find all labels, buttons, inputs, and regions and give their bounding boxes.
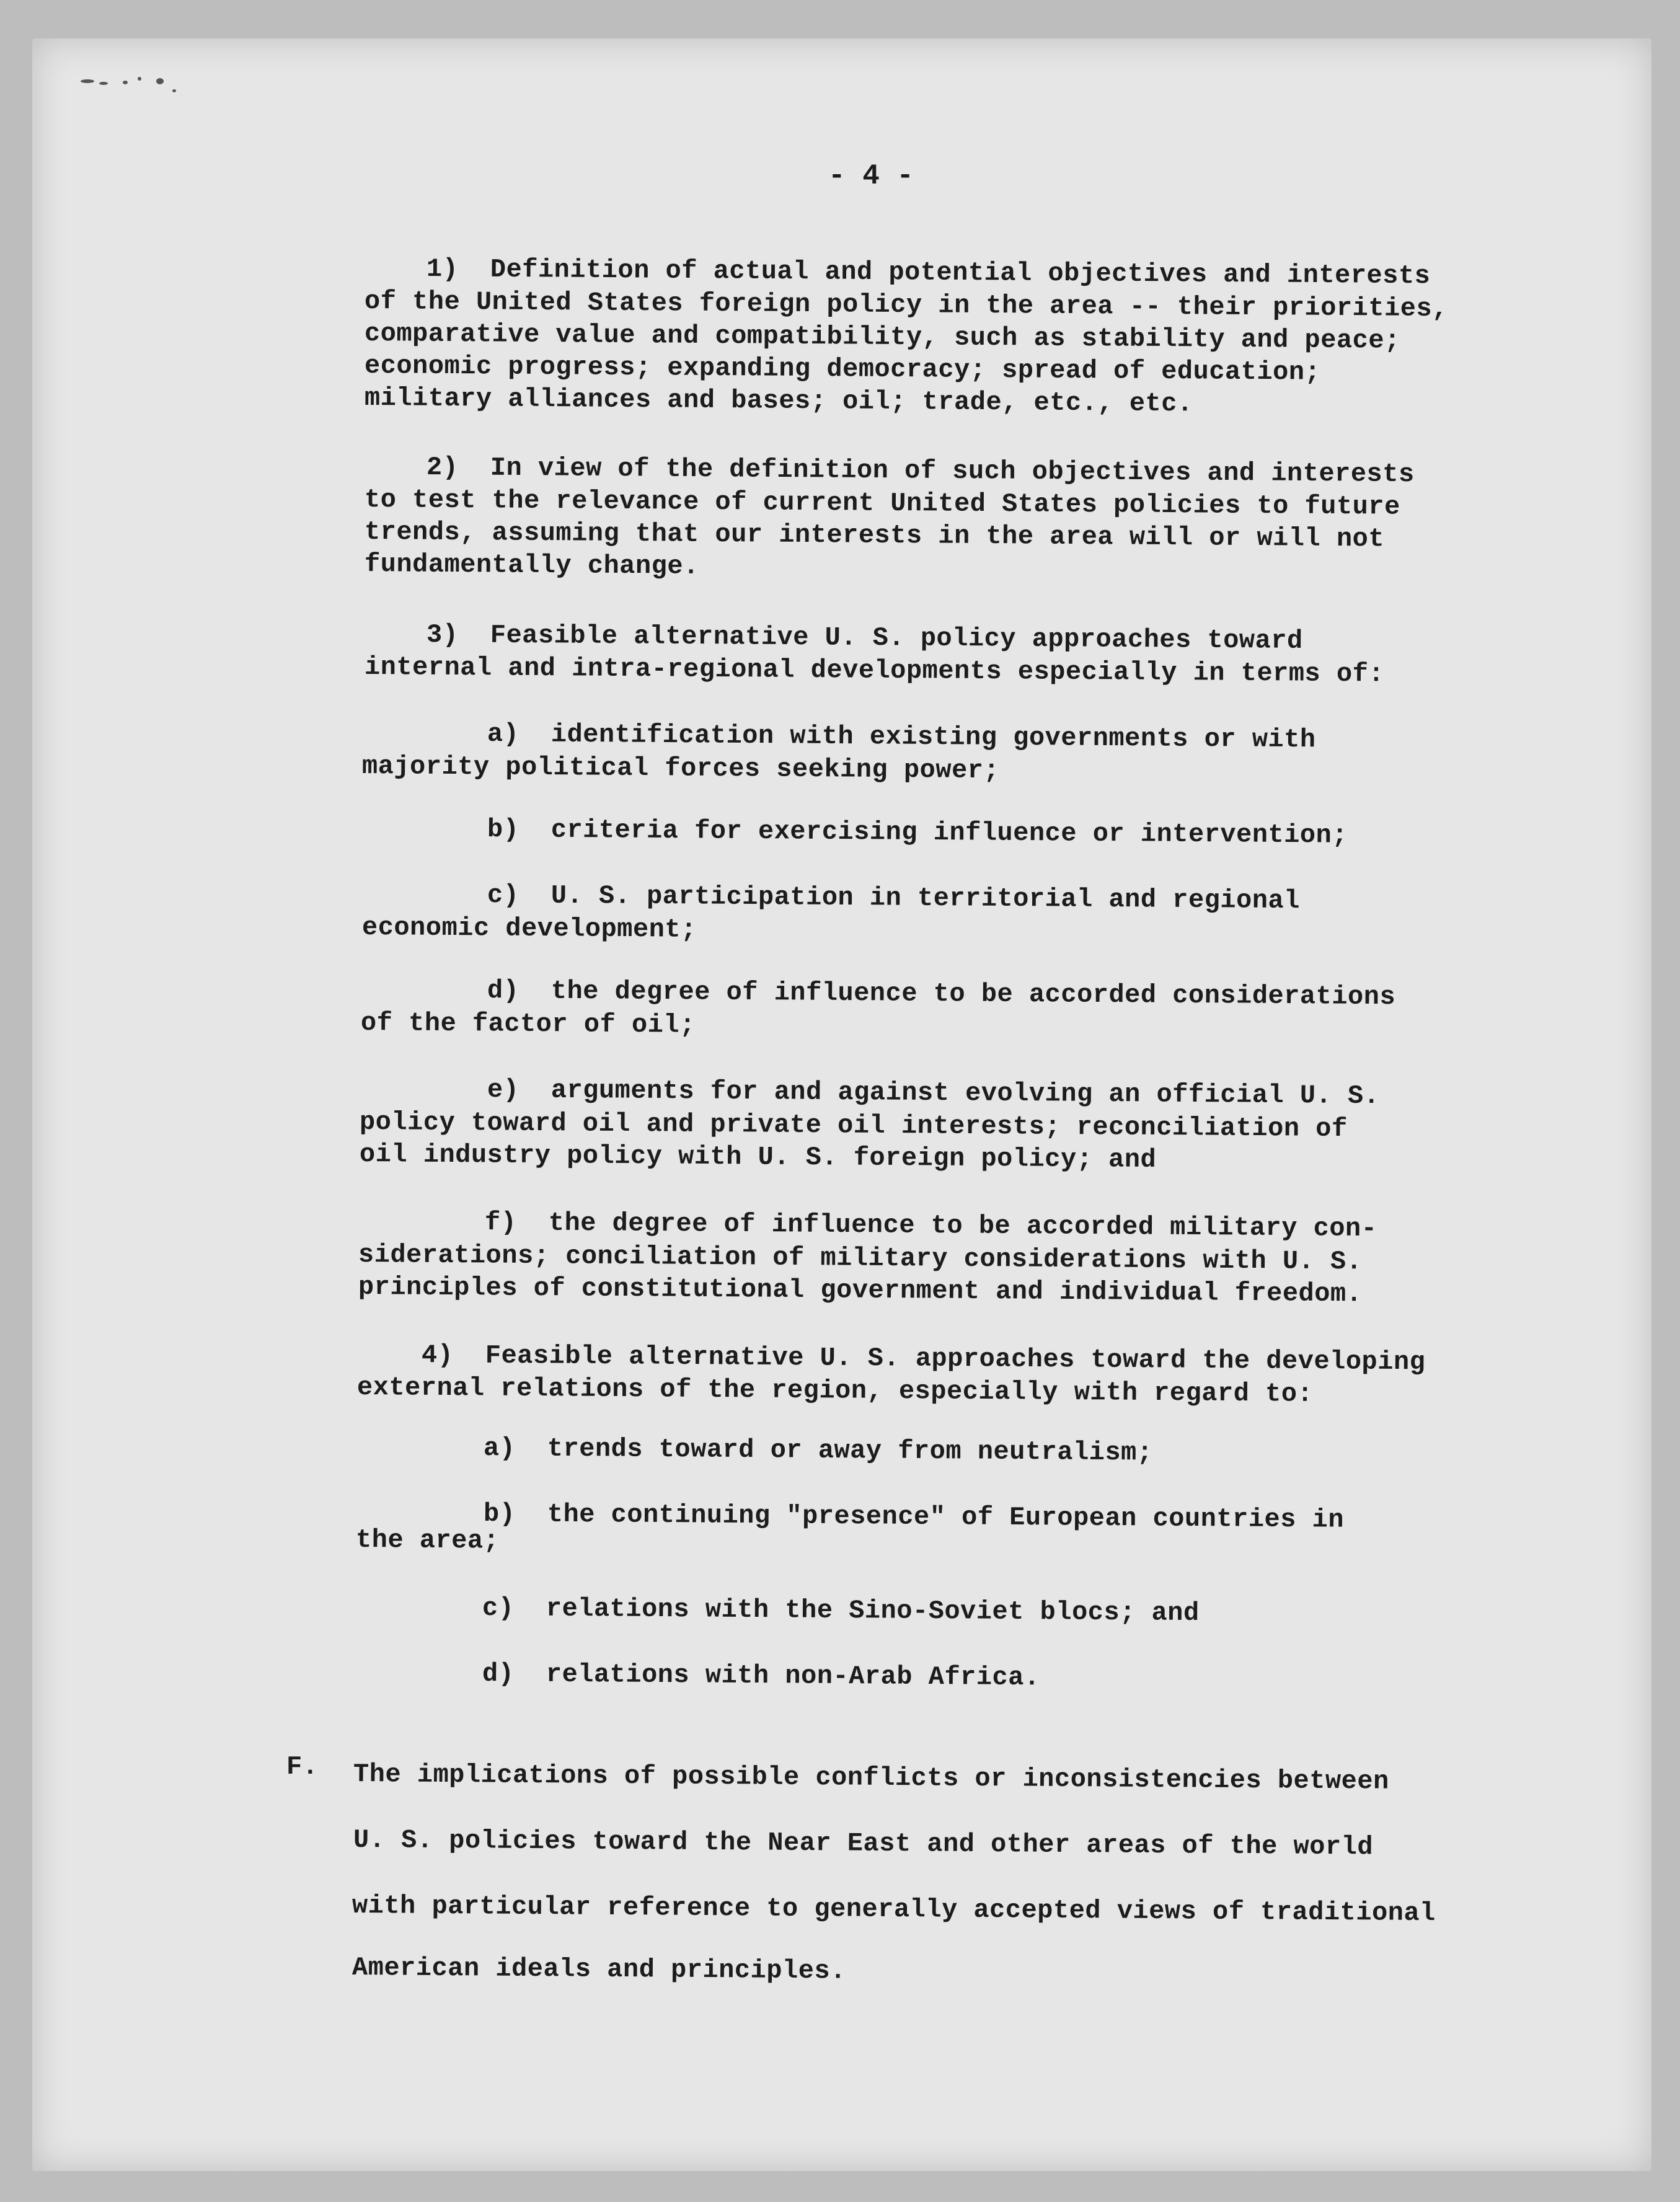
section-f-line-3: with particular reference to generally accepted views of traditional bbox=[351, 1891, 1436, 1929]
item-3-line-1: 3) Feasible alternative U. S. policy approaches toward bbox=[426, 620, 1303, 656]
item-1-line-4: economic progress; expanding democracy; spread of education; bbox=[364, 351, 1321, 387]
item-3f-line-2: siderations; conciliation of military considerations with U. S. bbox=[358, 1240, 1363, 1277]
paper-specks-decoration bbox=[81, 74, 192, 112]
item-4-line-2: external relations of the region, especially with regard to: bbox=[356, 1373, 1314, 1409]
item-2-line-3: trends, assuming that our interests in the area will or will not bbox=[364, 517, 1385, 554]
item-3d-line-2: of the factor of oil; bbox=[360, 1008, 696, 1040]
section-f-line-4: American ideals and principles. bbox=[351, 1953, 846, 1986]
item-3f-line-3: principles of constitutional government and individual freedom. bbox=[358, 1272, 1363, 1309]
item-3a-line-2: majority political forces seeking power; bbox=[361, 751, 1000, 786]
section-f-label: F. bbox=[286, 1752, 319, 1782]
item-3a-line-1: a) identification with existing governments or with bbox=[487, 719, 1316, 755]
item-3e-line-2: policy toward oil and private oil interests; reconciliation of bbox=[359, 1107, 1348, 1144]
section-f-line-1: The implications of possible conflicts or inconsistencies between bbox=[353, 1759, 1389, 1797]
item-2-line-2: to test the relevance of current United States policies to future bbox=[364, 485, 1400, 522]
page-number: - 4 - bbox=[828, 160, 914, 192]
item-4b-line-2: the area; bbox=[355, 1525, 500, 1556]
item-4-line-1: 4) Feasible alternative U. S. approaches toward the developing bbox=[421, 1340, 1426, 1377]
section-f-line-2: U. S. policies toward the Near East and other areas of the world bbox=[353, 1825, 1374, 1862]
item-1-line-3: comparative value and compatibility, such as stability and peace; bbox=[364, 319, 1400, 356]
item-3d-line-1: d) the degree of influence to be accorded considerations bbox=[487, 976, 1396, 1012]
item-2-line-4: fundamentally change. bbox=[364, 549, 699, 581]
item-4a-line-1: a) trends toward or away from neutralism; bbox=[483, 1433, 1153, 1468]
item-4c-line-1: c) relations with the Sino-Soviet blocs; and bbox=[482, 1593, 1200, 1629]
item-1-line-1: 1) Definition of actual and potential objectives and interests bbox=[426, 254, 1431, 291]
item-2-line-1: 2) In view of the definition of such objectives and interests bbox=[426, 453, 1415, 490]
item-3f-line-1: f) the degree of influence to be accorded military con- bbox=[484, 1208, 1377, 1244]
item-3e-line-1: e) arguments for and against evolving an official U. S. bbox=[487, 1075, 1380, 1112]
item-3b-line-1: b) criteria for exercising influence or intervention; bbox=[487, 815, 1348, 851]
item-3-line-2: internal and intra-regional developments especially in terms of: bbox=[364, 652, 1385, 689]
item-1-line-5: military alliances and bases; oil; trade, etc., etc. bbox=[364, 383, 1193, 419]
item-3c-line-2: economic development; bbox=[361, 913, 697, 945]
item-1-line-2: of the United States foreign policy in the area -- their priorities, bbox=[364, 286, 1449, 324]
item-3e-line-3: oil industry policy with U. S. foreign policy; and bbox=[359, 1139, 1157, 1175]
item-4d-line-1: d) relations with non-Arab Africa. bbox=[482, 1659, 1040, 1693]
item-4b-line-1: b) the continuing "presence" of European countries in bbox=[483, 1499, 1345, 1535]
item-3c-line-1: c) U. S. participation in territorial and regional bbox=[487, 880, 1301, 916]
